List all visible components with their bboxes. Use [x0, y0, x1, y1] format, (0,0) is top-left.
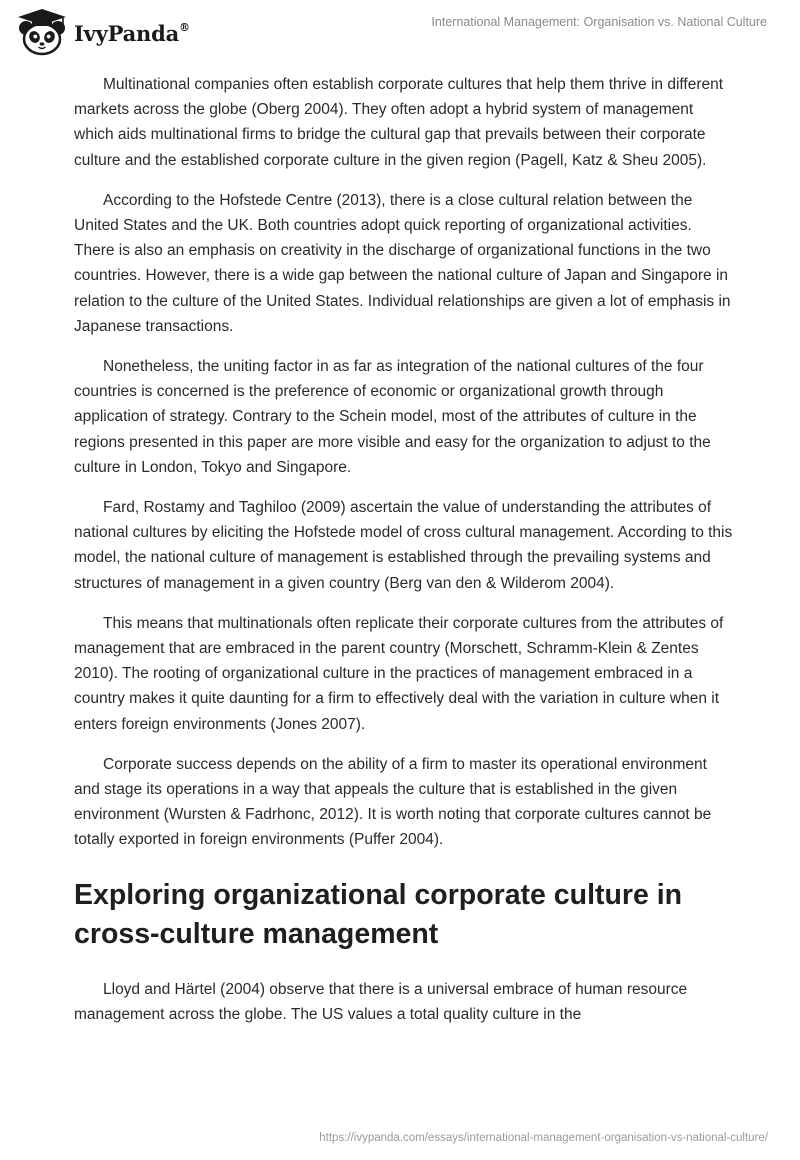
paragraph: Nonetheless, the uniting factor in as far as integration of the national cultures of the four countries is concerned is the preference of economic or organizational growth through application of strategy. Contrary to the Schein model, most of the attributes of culture in the regions presented in this paper are more visible and easy for the organization to adjust to the culture in London, Tokyo and Singapore. [74, 358, 711, 476]
paragraph: This means that multinationals often replicate their corporate cultures from the attributes of management that are embraced in the parent country (Morschett, Schramm-Klein & Zentes 2010). The rooting of organizational culture in the practices of management embraced in a country makes it quite daunting for a firm to effectively deal with the variation in culture when it enters foreign environments (Jones 2007). [74, 614, 724, 733]
document-title: International Management: Organisation vs. National Culture [431, 15, 767, 29]
paragraph: Lloyd and Härtel (2004) observe that there is a universal embrace of human resource management across the globe. The US values a total quality culture in the [74, 980, 688, 1023]
paragraph: According to the Hofstede Centre (2013), there is a close cultural relation between the United States and the UK. Both countries adopt quick reporting of organizational activities. There is also an emphasis on creativity in the discharge of organizational functions in the two countries. However, there is a wide gap between the national culture of Japan and Singapore in relation to the culture of the United States. Individual relationships are given a lot of emphasis in Japanese transactions. [74, 191, 731, 335]
paragraph: Fard, Rostamy and Taghiloo (2009) ascertain the value of understanding the attributes of national cultures by eliciting the Hofstede model of cross cultural management. According to this model, the national culture of management is established through the prevailing systems and structures of management in a given country (Berg van den & Wilderom 2004). [74, 499, 733, 592]
panda-graduate-icon [14, 8, 70, 56]
essay-body [74, 72, 734, 1042]
brand-name: IvyPanda® [74, 20, 190, 46]
paragraph: Corporate success depends on the ability of a firm to master its operational environment and stage its operations in a way that appeals the culture that is established in the given environment (Wursten & Fadrhonc, 2012). It is worth noting that corporate cultures cannot be totally exported in foreign environments (Puffer 2004). [74, 755, 712, 849]
section-heading: Exploring organizational corporate culture in cross-culture management [74, 878, 683, 950]
paragraph: Multinational companies often establish corporate cultures that help them thrive in different markets across the globe (Oberg 2004). They often adopt a hybrid system of management which aids multinational firms to bridge the cultural gap that prevails between their corporate culture and the established corporate culture in the given region (Pagell, Katz & Sheu 2005). [74, 76, 724, 169]
page-header [0, 0, 800, 62]
ivypanda-logo[interactable] [14, 8, 190, 56]
source-url[interactable]: https://ivypanda.com/essays/international-management-organisation-vs-national-culture/ [319, 1132, 768, 1144]
